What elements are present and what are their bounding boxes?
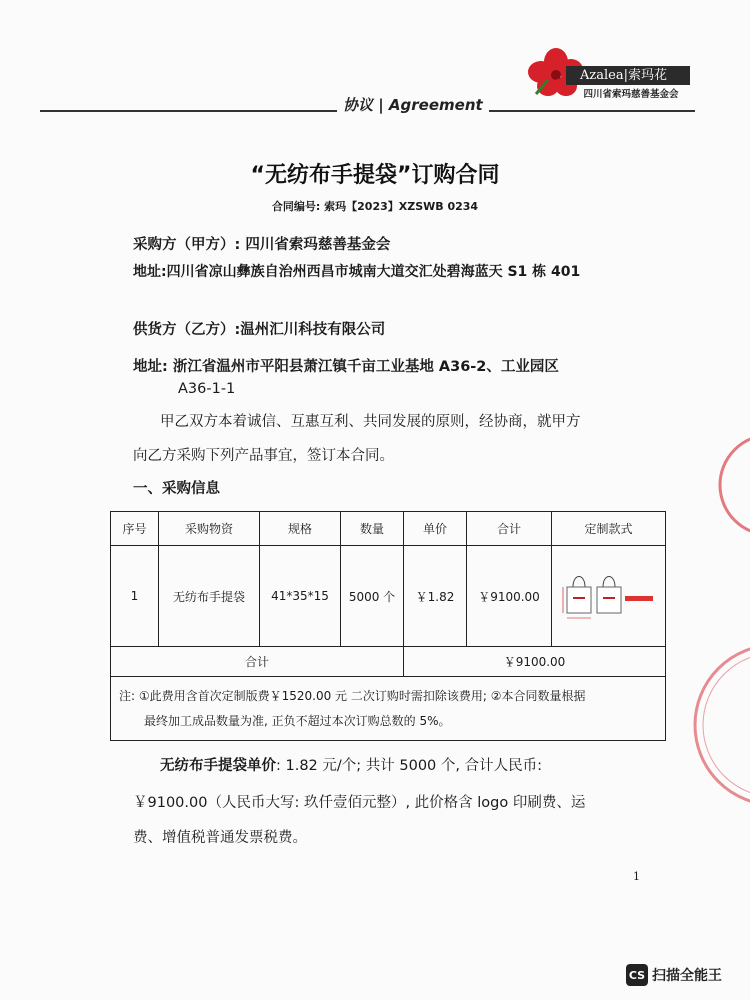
table-sum-row (111, 647, 666, 677)
supplier-address-1: 地址: 浙江省温州市平阳县萧江镇千亩工业基地 A36-2、工业园区 (133, 359, 559, 375)
cell-price: ￥1.82 (404, 546, 467, 647)
table-note (110, 677, 666, 741)
scanner-watermark (626, 962, 722, 988)
header-qty: 数量 (341, 512, 404, 546)
section-heading: 一、采购信息 (133, 481, 220, 497)
cell-no: 1 (111, 546, 159, 647)
cell-spec: 41*35*15 (260, 546, 341, 647)
logo-en: Azalea (580, 68, 624, 83)
header-total: 合计 (467, 512, 552, 546)
logo-subtitle: 四川省索玛慈善基金会 (583, 89, 679, 100)
intro-line-1: 甲乙双方本着诚信、互惠互利、共同发展的原则，经协商，就甲方 (160, 414, 581, 430)
seal-stamp-fragment (700, 430, 750, 540)
supplier-address-2: A36-1-1 (178, 381, 236, 397)
logo-cn: 索玛花 (627, 68, 667, 83)
summary-line-2: ￥9100.00（人民币大写: 玖仟壹佰元整）, 此价格含 logo 印刷费、运 (133, 795, 586, 811)
buyer-line: 采购方（甲方）: 四川省索玛慈善基金会 (133, 237, 391, 253)
cell-item: 无纺布手提袋 (159, 546, 260, 647)
camscanner-logo-icon: CS (626, 964, 648, 986)
order-table (110, 511, 666, 677)
summary-line-3: 费、增值税普通发票税费。 (133, 830, 307, 846)
intro-line-2: 向乙方采购下列产品事宜，签订本合同。 (133, 448, 394, 464)
header-item: 采购物资 (159, 512, 260, 546)
header-style: 定制款式 (552, 512, 666, 546)
header-spec: 规格 (260, 512, 341, 546)
sum-value: ￥9100.00 (404, 647, 666, 677)
summary-line-1 (160, 754, 542, 775)
note-line-1: 注: ①此费用含首次定制版费￥1520.00 元 二次订购时需扣除该费用; ②本合同数量根据 (119, 689, 586, 703)
buyer-address: 地址:四川省凉山彝族自治州西昌市城南大道交汇处碧海蓝天 S1 栋 401 (133, 264, 581, 280)
table-header-row (111, 512, 666, 546)
page-number: 1 (633, 870, 640, 883)
header-no: 序号 (111, 512, 159, 546)
logo-text: Azalea|索玛花 (566, 66, 690, 85)
scanner-name: 扫描全能王 (652, 968, 722, 984)
note-line-2: 最终加工成品数量为准, 正负不超过本次订购总数的 5%。 (144, 714, 451, 728)
supplier-line: 供货方（乙方）:温州汇川科技有限公司 (133, 322, 386, 338)
table-row (111, 546, 666, 647)
tote-bag-design-image (559, 565, 659, 625)
document-title: “无纺布手提袋”订购合同 (250, 163, 500, 188)
contract-number: 合同编号: 索玛【2023】XZSWB 0234 (271, 200, 479, 213)
seal-stamp (680, 640, 750, 810)
summary-line-1-rest: : 1.82 元/个; 共计 5000 个, 合计人民币: (276, 758, 542, 774)
summary-label: 无纺布手提袋单价 (160, 758, 276, 774)
cell-qty: 5000 个 (341, 546, 404, 647)
cell-total: ￥9100.00 (467, 546, 552, 647)
sum-label: 合计 (111, 647, 404, 677)
agreement-label: 协议 | Agreement (337, 94, 489, 115)
cell-style-image (552, 546, 666, 647)
header-price: 单价 (404, 512, 467, 546)
